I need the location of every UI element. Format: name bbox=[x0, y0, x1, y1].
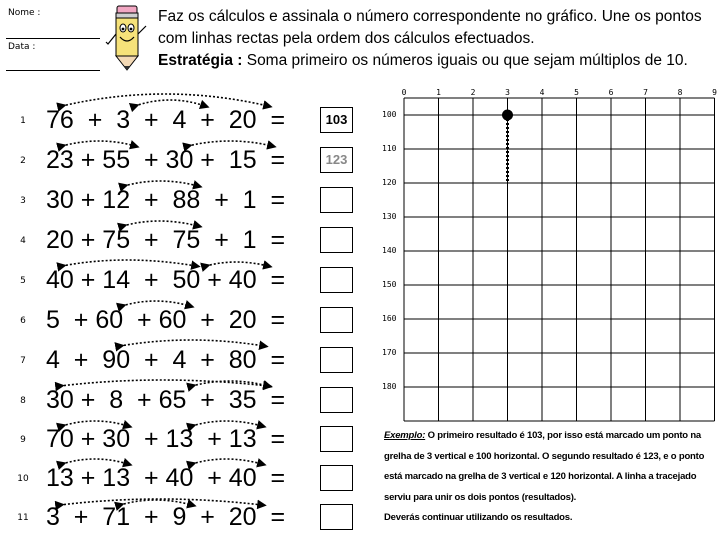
exercise-expression: 40 + 14 + 50 + 40 = bbox=[46, 266, 286, 294]
strategy-text: Soma primeiro os números iguais ou que sejam múltiplos de 10. bbox=[242, 52, 688, 69]
example-line-5: Deverás continuar utilizando os resultados. bbox=[384, 512, 573, 523]
grid-x-label: 7 bbox=[643, 88, 648, 97]
exercise-number: 5 bbox=[20, 276, 26, 286]
answer-box[interactable]: 123 bbox=[320, 147, 353, 173]
grid-x-label: 3 bbox=[505, 88, 510, 97]
grid-x-label: 5 bbox=[574, 88, 579, 97]
pair-arc bbox=[120, 500, 192, 505]
exercise-expression: 70 + 30 + 13 + 13 = bbox=[46, 425, 286, 453]
exercise-number: 6 bbox=[20, 316, 26, 326]
example-line-1 bbox=[384, 426, 714, 447]
example-line-1-text: O primeiro resultado é 103, por isso está marcado um ponto na bbox=[425, 430, 702, 441]
grid-x-label: 1 bbox=[436, 88, 441, 97]
exercise-expression: 4 + 90 + 4 + 80 = bbox=[46, 346, 286, 374]
grid-y-label: 110 bbox=[382, 144, 397, 153]
grid-x-label: 6 bbox=[608, 88, 614, 97]
exercise-expression: 76 + 3 + 4 + 20 = bbox=[46, 106, 286, 134]
name-label: Nome : bbox=[8, 8, 41, 18]
grid-y-label: 170 bbox=[382, 348, 397, 357]
instructions-line-2: com linhas rectas pela ordem dos cálculos efectuados. bbox=[158, 30, 535, 47]
example-line-4: serviu para unir os dois pontos (resultados). bbox=[384, 491, 577, 503]
plotted-point bbox=[502, 110, 513, 121]
grid-x-label: 0 bbox=[401, 88, 407, 97]
grid-y-label: 160 bbox=[382, 314, 397, 323]
grid-y-label: 150 bbox=[382, 280, 397, 289]
exercise-number: 11 bbox=[17, 513, 29, 523]
exercise-expression: 3 + 71 + 9 + 20 = bbox=[46, 503, 286, 531]
grid-y-label: 140 bbox=[382, 246, 397, 255]
exercise-number: 4 bbox=[20, 236, 26, 246]
grid-y-label: 100 bbox=[382, 110, 397, 119]
strategy-label: Estratégia : bbox=[158, 52, 243, 69]
exercise-expression: 30 + 12 + 88 + 1 = bbox=[46, 186, 286, 214]
example-text bbox=[384, 426, 714, 529]
pair-arc bbox=[62, 459, 128, 464]
exercise-number: 10 bbox=[17, 474, 29, 484]
grid-y-label: 180 bbox=[382, 382, 397, 391]
exercise-expression: 30 + 8 + 65 + 35 = bbox=[46, 386, 286, 414]
answer-box[interactable]: 103 bbox=[320, 107, 353, 133]
example-line-3: está marcado na grelha de 3 vertical e 120 horizontal. A linha a tracejado bbox=[384, 471, 697, 482]
exercise-number: 3 bbox=[20, 196, 26, 206]
grid-x-label: 8 bbox=[677, 88, 683, 97]
exercise-expression: 5 + 60 + 60 + 20 = bbox=[46, 306, 286, 334]
grid-x-label: 4 bbox=[539, 88, 545, 97]
exercise-expression: 23 + 55 + 30 + 15 = bbox=[46, 146, 286, 174]
exercise-number: 7 bbox=[20, 356, 26, 366]
grid-x-label: 9 bbox=[712, 88, 717, 97]
exercise-expression: 13 + 13 + 40 + 40 = bbox=[46, 464, 286, 492]
exercise-number: 2 bbox=[20, 156, 26, 166]
exercise-number: 1 bbox=[20, 116, 26, 126]
exercise-expression: 20 + 75 + 75 + 1 = bbox=[46, 226, 286, 254]
example-label: Exemplo: bbox=[384, 430, 426, 441]
pair-arc bbox=[192, 459, 262, 464]
instructions-line-1: Faz os cálculos e assinala o número correspondente no gráfico. Une os pontos bbox=[158, 8, 702, 25]
example-line-2: grelha de 3 vertical e 100 horizontal. O segundo resultado é 123, e o ponto bbox=[384, 450, 705, 462]
exercise-number: 8 bbox=[20, 396, 26, 406]
grid-y-label: 120 bbox=[382, 178, 397, 187]
grid-y-label: 130 bbox=[382, 212, 397, 221]
exercise-number: 9 bbox=[20, 435, 26, 445]
date-label: Data : bbox=[8, 42, 36, 52]
grid-x-label: 2 bbox=[470, 88, 476, 97]
